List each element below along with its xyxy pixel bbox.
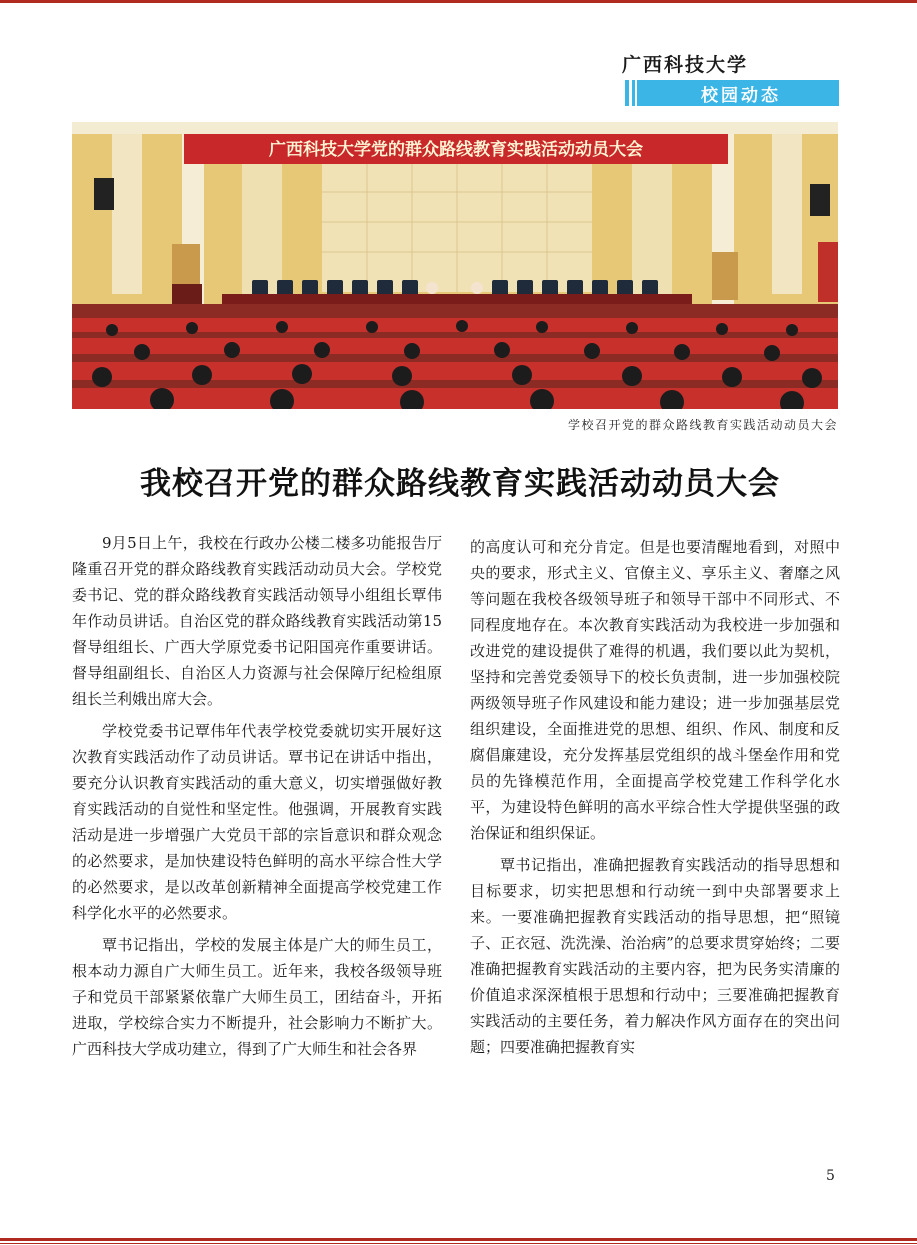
paragraph: 学校党委书记覃伟年代表学校党委就切实开展好这次教育实践活动作了动员讲话。覃书记在讲话中指出，要充分认识教育实践活动的重大意义，切实增强做好教育实践活动的自觉性和坚定性。他强调，开展教育实践活动是进一步增强广大党员干部的宗旨意识和群众观念的必然要求，是加快建设特色鲜明的高水平综合性大学的必然要求，是以改革创新精神全面提高学校党建工作科学化水平的必然要求。 [72, 722, 442, 922]
meeting-hall-illustration [72, 122, 838, 409]
section-bar-stripe-2 [635, 80, 637, 106]
paragraph: 9月5日上午，我校在行政办公楼二楼多功能报告厅隆重召开党的群众路线教育实践活动动员大会。学校党委书记、党的群众路线教育实践活动领导小组组长覃伟年作动员讲话。自治区党的群众路线教育实践活动第15督导组组长、广西大学原党委书记阳国亮作重要讲话。督导组副组长、自治区人力资源与社会保障厅纪检组原组长兰利娥出席大会。 [72, 534, 442, 708]
photo-caption: 学校召开党的群众路线教育实践活动动员大会 [567, 418, 838, 432]
banner-text: 广西科技大学党的群众路线教育实践活动动员大会 [269, 140, 643, 160]
paragraph: 的高度认可和充分肯定。但是也要清醒地看到，对照中央的要求，形式主义、官僚主义、享乐主义、奢靡之风等问题在我校各级领导班子和领导干部中不同形式、不同程度地存在。本次教育实践活动为我校进一步加强和改进党的建设提供了难得的机遇，我们要以此为契机，坚持和完善党委领导下的校长负责制，进一步加强校院两级领导班子作风建设和能力建设；进一步加强基层党组织建设，全面推进党的思想、组织、作风、制度和反腐倡廉建设，充分发挥基层党组织的战斗堡垒作用和党员的先锋模范作用，全面提高学校党建工作科学化水平，为建设特色鲜明的高水平综合性大学提供坚强的政治保证和组织保证。 [470, 538, 840, 842]
paragraph: 覃书记指出，学校的发展主体是广大的师生员工，根本动力源自广大师生员工。近年来，我校各级领导班子和党员干部紧紧依靠广大师生员工，团结奋斗，开拓进取，学校综合实力不断提升，社会影响力不断扩大。广西科技大学成功建立，得到了广大师生和社会各界 [72, 936, 442, 1058]
section-bar-stripe [629, 80, 632, 106]
bottom-rule-thin [0, 1243, 917, 1244]
bottom-rule [0, 1238, 917, 1241]
section-label-bar [625, 80, 839, 106]
top-rule [0, 0, 917, 3]
paragraph: 覃书记指出，准确把握教育实践活动的指导思想和目标要求，切实把思想和行动统一到中央部署要求上来。一要准确把握教育实践活动的指导思想，把“照镜子、正衣冠、洗洗澡、治治病”的总要求贯穿始终；二要准确把握教育实践活动的主要内容，把为民务实清廉的价值追求深深植根于思想和行动中；三要准确把握教育实践活动的主要任务，着力解决作风方面存在的突出问题；四要准确把握教育实 [470, 856, 840, 1056]
page-number: 5 [826, 1168, 835, 1184]
publication-name: 广西科技大学 [622, 54, 749, 76]
article-column-right [470, 534, 840, 1066]
article-column-left [72, 530, 442, 1068]
section-label: 校园动态 [701, 85, 781, 106]
article-headline: 我校召开党的群众路线教育实践活动动员大会 [140, 466, 780, 502]
event-photo [72, 122, 838, 409]
